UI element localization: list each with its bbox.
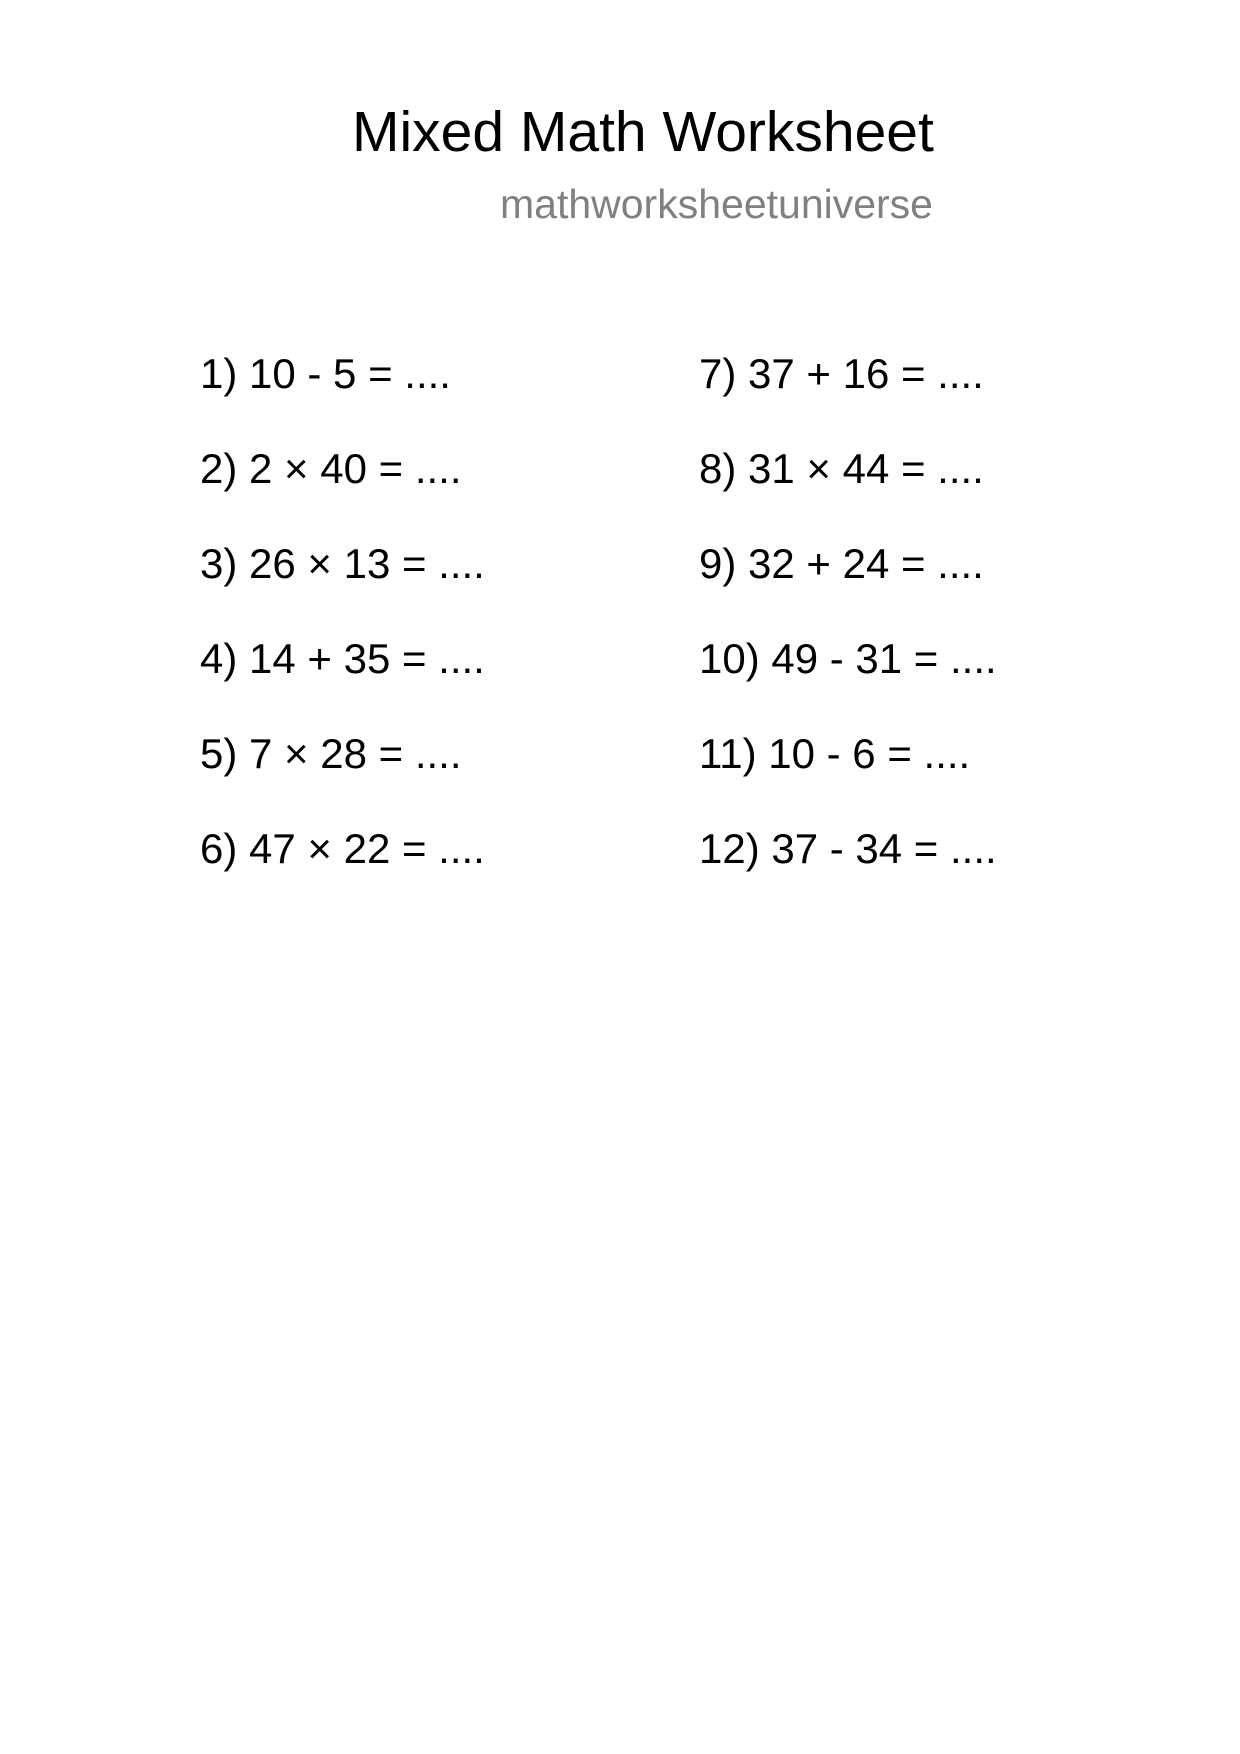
problem-item: 3) 26 × 13 = .... bbox=[200, 540, 485, 587]
problem-item: 2) 2 × 40 = .... bbox=[200, 445, 462, 492]
problem-item: 6) 47 × 22 = .... bbox=[200, 825, 485, 872]
problem-item: 9) 32 + 24 = .... bbox=[699, 540, 984, 587]
page-title: Mixed Math Worksheet bbox=[352, 100, 934, 164]
problem-item: 10) 49 - 31 = .... bbox=[699, 635, 997, 682]
problem-item: 4) 14 + 35 = .... bbox=[200, 635, 485, 682]
problem-item: 1) 10 - 5 = .... bbox=[200, 350, 451, 397]
problem-item: 7) 37 + 16 = .... bbox=[699, 350, 984, 397]
problem-column-right bbox=[699, 349, 997, 919]
page-subtitle: mathworksheetuniverse bbox=[500, 181, 933, 227]
problem-item: 5) 7 × 28 = .... bbox=[200, 730, 462, 777]
problem-item: 11) 10 - 6 = .... bbox=[699, 730, 971, 777]
problem-item: 8) 31 × 44 = .... bbox=[699, 445, 984, 492]
problem-item: 12) 37 - 34 = .... bbox=[699, 825, 997, 872]
problem-column-left bbox=[200, 349, 485, 919]
